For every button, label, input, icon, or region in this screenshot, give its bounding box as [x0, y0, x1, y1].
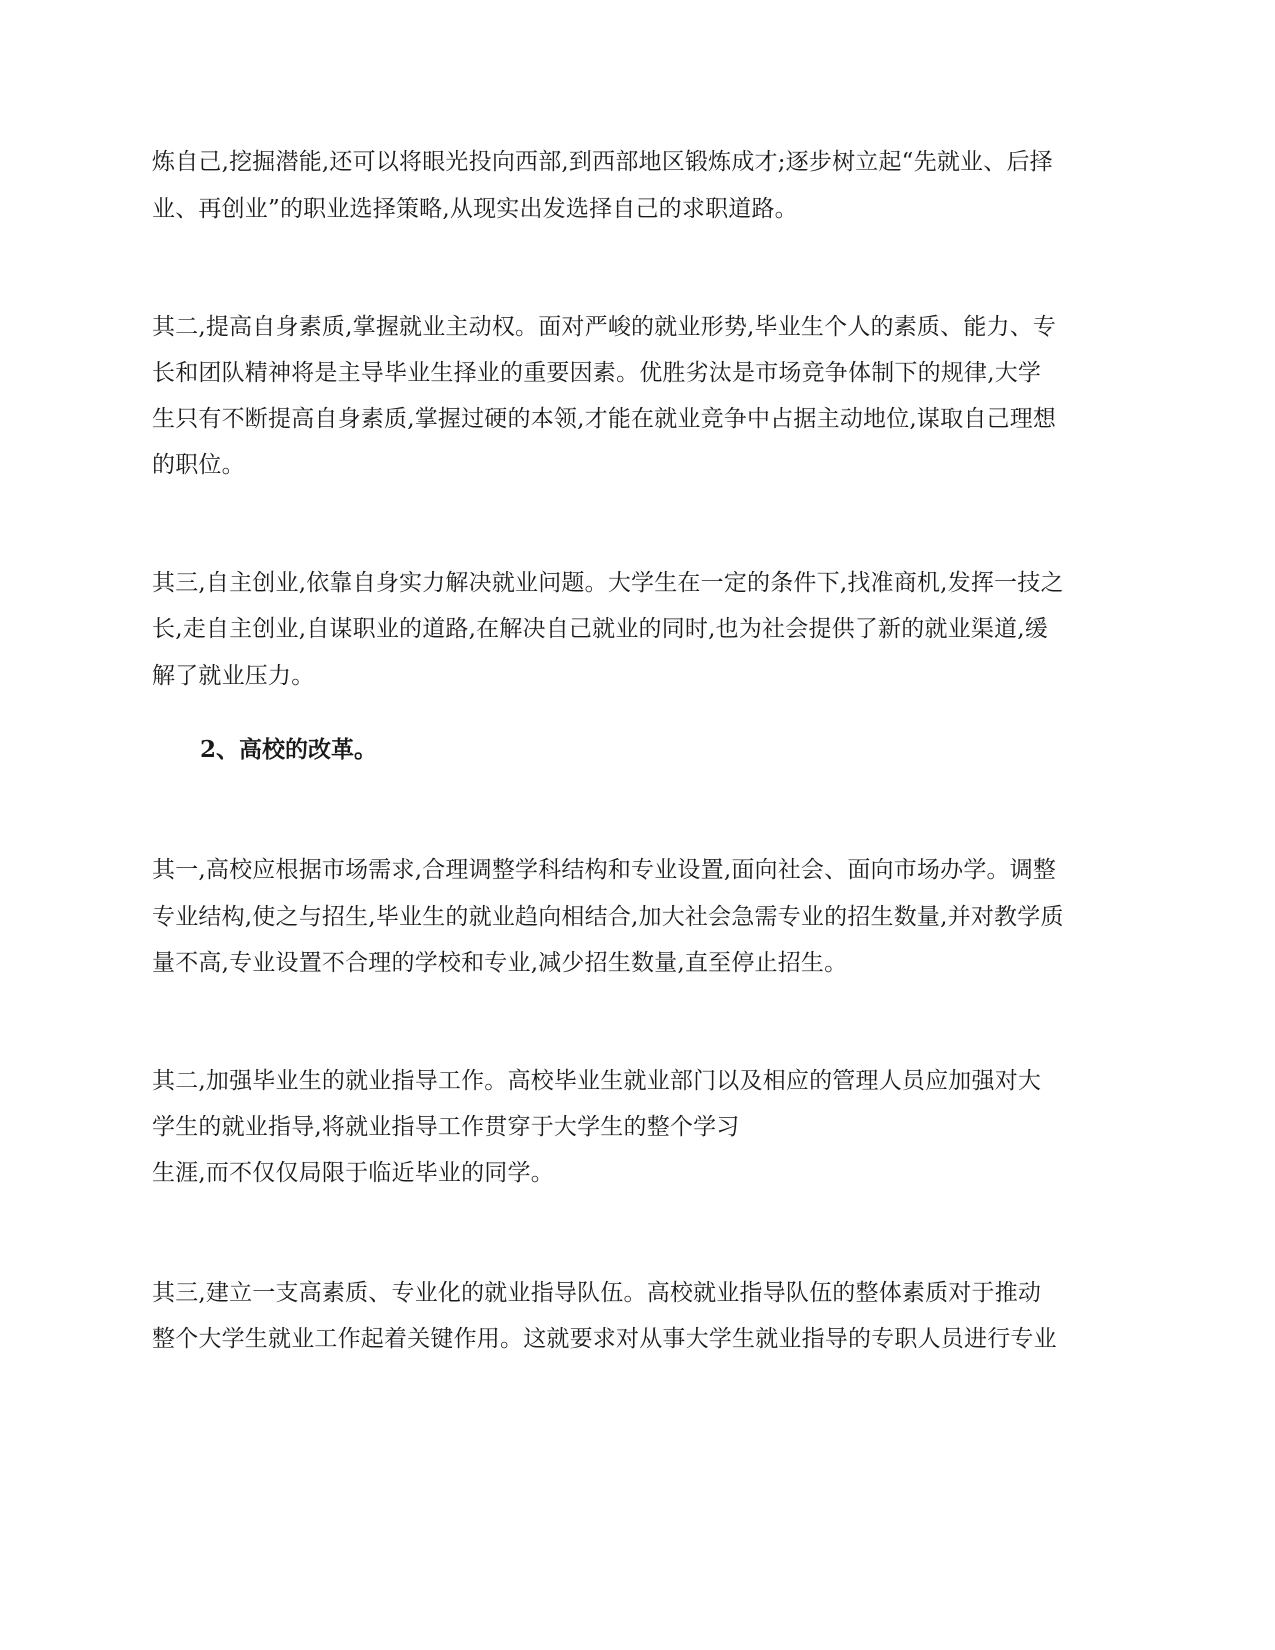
text-line: 学生的就业指导,将就业指导工作贯穿于大学生的整个学习 [152, 1114, 740, 1140]
text-line: 生只有不断提高自身素质,掌握过硬的本领,才能在就业竞争中占据主动地位,谋取自己理想 [152, 406, 1057, 432]
text-line: 量不高,专业设置不合理的学校和专业,减少招生数量,直至停止招生。 [152, 950, 848, 976]
text-line: 整个大学生就业工作起着关键作用。这就要求对从事大学生就业指导的专职人员进行专业 [152, 1326, 1057, 1352]
text-line: 专业结构,使之与招生,毕业生的就业趋向相结合,加大社会急需专业的招生数量,并对教学质 [152, 904, 1064, 930]
text-line: 长和团队精神将是主导毕业生择业的重要因素。优胜劣汰是市场竞争体制下的规律,大学 [152, 360, 1042, 386]
text-line: 长,走自主创业,自谋职业的道路,在解决自己就业的同时,也为社会提供了新的就业渠道,缓 [152, 616, 1048, 642]
section-heading: 2、高校的改革。 [200, 736, 378, 763]
text-line: 其二,加强毕业生的就业指导工作。高校毕业生就业部门以及相应的管理人员应加强对大 [152, 1068, 1042, 1094]
text-line: 业、再创业”的职业选择策略,从现实出发选择自己的求职道路。 [152, 196, 798, 222]
text-line: 其三,建立一支高素质、专业化的就业指导队伍。高校就业指导队伍的整体素质对于推动 [152, 1280, 1042, 1306]
text-line: 的职位。 [152, 452, 245, 478]
text-line: 生涯,而不仅仅局限于临近毕业的同学。 [152, 1160, 554, 1186]
text-line: 其二,提高自身素质,掌握就业主动权。面对严峻的就业形势,毕业生个人的素质、能力、专 [152, 314, 1057, 340]
text-line: 炼自己,挖掘潜能,还可以将眼光投向西部,到西部地区锻炼成才;逐步树立起“先就业、后择 [152, 149, 1053, 175]
text-line: 解了就业压力。 [152, 663, 315, 689]
text-line: 其一,高校应根据市场需求,合理调整学科结构和专业设置,面向社会、面向市场办学。调整 [152, 857, 1057, 883]
text-line: 其三,自主创业,依靠自身实力解决就业问题。大学生在一定的条件下,找准商机,发挥一技之 [152, 570, 1064, 596]
